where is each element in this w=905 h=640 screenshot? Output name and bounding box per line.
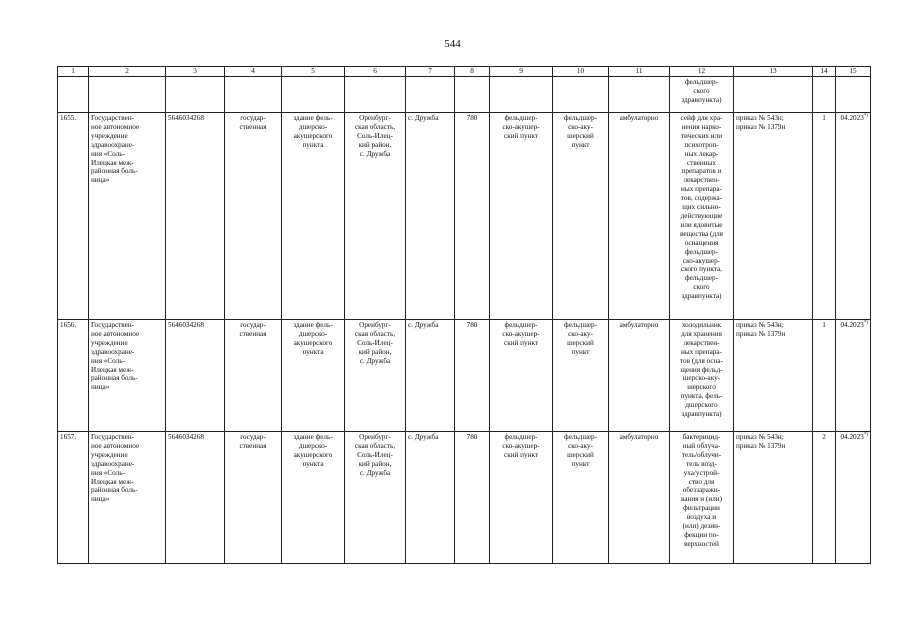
equipment-cell: холодильник для хранения лекарствен- ных препара- тов (для осна- щения фельд- шерско-аку- шерского пункта, фель- дшерского здравпункта) bbox=[670, 320, 734, 432]
quantity-cell: 2 bbox=[813, 432, 836, 564]
footnote-mark: *) bbox=[863, 113, 868, 119]
header-cell: 8 bbox=[455, 67, 490, 77]
table-row bbox=[58, 320, 871, 432]
continuation-row bbox=[58, 77, 871, 113]
facility-type-cell: фельдшер- ско-акушер- ский пункт bbox=[490, 432, 553, 564]
facility-type-cell: фельдшер- ско-акушер- ский пункт bbox=[490, 113, 553, 320]
mode-cell: амбулаторно bbox=[609, 320, 670, 432]
ownership-cell: государ- ственная bbox=[225, 113, 282, 320]
address-cell: Оренбург- ская область, Соль-Илец- кий район, с. Дружба bbox=[345, 113, 406, 320]
inn-cell: 5646034268 bbox=[166, 113, 225, 320]
quantity-cell: 1 bbox=[813, 113, 836, 320]
equipment-cell: сейф для хра- нения нарко- тических или психотроп- ных лекар- ственных препаратов и лекарствен- ных препара- тов, содержа- щих сильно- действующие или ядовитые вещества (для оснащения фельдшер- ско-акушер- ского пункта, фельдшер- ского здравпункта) bbox=[670, 113, 734, 320]
ownership-cell: государ- ственная bbox=[225, 320, 282, 432]
ownership-cell: государ- ственная bbox=[225, 432, 282, 564]
inn-cell: 5646034268 bbox=[166, 432, 225, 564]
settlement-cell: с. Дружба bbox=[406, 113, 455, 320]
equipment-cell: бактерицид- ный облуча- тель/облучи- тель возд- уха/устрой- ство для обеззаражи- вания и (или) фильтрации воздуха и (или) дезин- фекции по- верхностей bbox=[670, 432, 734, 564]
building-cell: здание фель- дшерско- акушерского пункта bbox=[282, 320, 345, 432]
row-number: 1655. bbox=[58, 113, 89, 320]
header-cell: 6 bbox=[345, 67, 406, 77]
header-cell: 4 bbox=[225, 67, 282, 77]
date-cell bbox=[836, 113, 871, 320]
code-cell: 780 bbox=[455, 113, 490, 320]
order-cell: приказ № 543н; приказ № 1379н bbox=[734, 432, 813, 564]
date-value: 04.2023 bbox=[840, 321, 864, 329]
settlement-cell: с. Дружба bbox=[406, 432, 455, 564]
mode-cell: амбулаторно bbox=[609, 432, 670, 564]
row-number: 1656. bbox=[58, 320, 89, 432]
organization-cell: Государствен- ное автономное учреждение здравоохране- ния «Соль- Илецкая меж- районная боль- ница» bbox=[89, 432, 166, 564]
header-cell: 3 bbox=[166, 67, 225, 77]
registry-table bbox=[57, 66, 871, 564]
footnote-mark: *) bbox=[863, 432, 868, 438]
header-cell: 1 bbox=[58, 67, 89, 77]
date-cell bbox=[836, 320, 871, 432]
row-number: 1657. bbox=[58, 432, 89, 564]
date-cell bbox=[836, 432, 871, 564]
building-cell: здание фель- дшерско- акушерского пункта bbox=[282, 113, 345, 320]
code-cell: 780 bbox=[455, 432, 490, 564]
unit-cell: фельдшер- ско-аку- шерский пункт bbox=[553, 320, 609, 432]
header-cell: 9 bbox=[490, 67, 553, 77]
order-cell: приказ № 543н; приказ № 1379н bbox=[734, 320, 813, 432]
header-cell: 14 bbox=[813, 67, 836, 77]
order-cell: приказ № 543н; приказ № 1379н bbox=[734, 113, 813, 320]
header-cell: 10 bbox=[553, 67, 609, 77]
inn-cell: 5646034268 bbox=[166, 320, 225, 432]
unit-cell: фельдшер- ско-аку- шерский пункт bbox=[553, 113, 609, 320]
header-cell: 5 bbox=[282, 67, 345, 77]
organization-cell: Государствен- ное автономное учреждение здравоохране- ния «Соль- Илецкая меж- районная боль- ница» bbox=[89, 320, 166, 432]
address-cell: Оренбург- ская область, Соль-Илец- кий район, с. Дружба bbox=[345, 432, 406, 564]
mode-cell: амбулаторно bbox=[609, 113, 670, 320]
building-cell: здание фель- дшерско- акушерского пункта bbox=[282, 432, 345, 564]
header-cell: 15 bbox=[836, 67, 871, 77]
header-cell: 2 bbox=[89, 67, 166, 77]
facility-type-cell: фельдшер- ско-акушер- ский пункт bbox=[490, 320, 553, 432]
organization-cell: Государствен- ное автономное учреждение здравоохране- ния «Соль- Илецкая меж- районная боль- ница» bbox=[89, 113, 166, 320]
address-cell: Оренбург- ская область, Соль-Илец- кий район, с. Дружба bbox=[345, 320, 406, 432]
page-number: 544 bbox=[444, 38, 461, 50]
equipment-cell: фельдшер- ского здравпункта) bbox=[670, 77, 734, 113]
quantity-cell: 1 bbox=[813, 320, 836, 432]
code-cell: 780 bbox=[455, 320, 490, 432]
header-cell: 12 bbox=[670, 67, 734, 77]
date-value: 04.2023 bbox=[840, 433, 864, 441]
table-row bbox=[58, 432, 871, 564]
date-value: 04.2023 bbox=[840, 114, 864, 122]
header-row bbox=[58, 67, 871, 77]
settlement-cell: с. Дружба bbox=[406, 320, 455, 432]
footnote-mark: *) bbox=[863, 320, 868, 326]
header-cell: 13 bbox=[734, 67, 813, 77]
header-cell: 7 bbox=[406, 67, 455, 77]
unit-cell: фельдшер- ско-аку- шерский пункт bbox=[553, 432, 609, 564]
table-row bbox=[58, 113, 871, 320]
header-cell: 11 bbox=[609, 67, 670, 77]
